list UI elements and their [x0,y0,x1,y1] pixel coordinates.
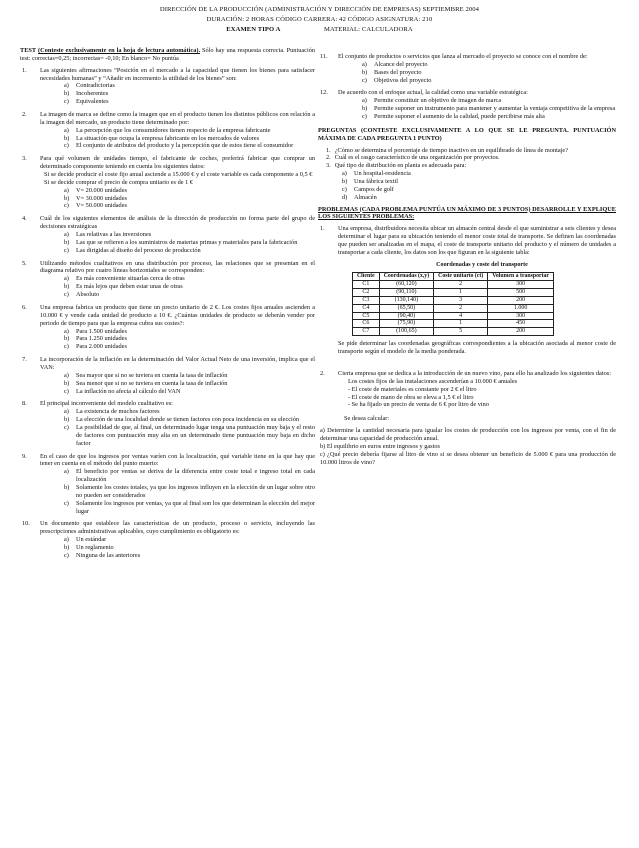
preguntas-list [318,147,616,171]
table-cell: 200 [488,328,554,336]
table-row [353,296,554,304]
answer-option [40,416,315,424]
answer-option [40,283,315,291]
question-number: 3. [22,155,27,163]
answer-option [40,135,315,143]
pregunta-item [326,147,616,155]
question [20,260,315,299]
answer-option [40,127,315,135]
question-number: 12. [320,89,328,97]
option-text: La percepción que los consumidores tienen respecto de la empresa fabricante [76,126,271,134]
table-cell: C1 [353,281,380,289]
answer-option [40,468,315,484]
option-text: Ninguna de las anteriores [76,551,141,559]
pregunta-number: 1. [326,146,331,154]
table-cell: 450 [488,320,554,328]
question-body [40,356,315,395]
left-column [20,47,315,565]
option-text: La inflación no afecta al cálculo del VAN [76,387,181,395]
problema-2 [318,370,616,409]
question-text: Para qué volumen de unidades tiempo, el fabricante de coches, preferirá fabricar que comprar un determinado componente teniendo en cuenta los siguientes datos: [40,155,315,171]
table-cell: 5 [434,328,488,336]
option-text: La existencia de muchos factores [76,408,160,416]
option-letter: b) [64,194,70,202]
option-text: V= 30.000 unidades [76,194,127,202]
question-body [338,89,616,120]
table-cell: 3 [434,296,488,304]
table-row [353,328,554,336]
question [20,155,315,210]
option-text: Alcance del proyecto [374,60,428,68]
pregunta-sub-text: Un hospital-residencia [354,170,411,178]
problema-1-number: 1. [320,225,325,233]
option-text: La posibilidad de que, al final, un determinado lugar tenga una puntuación muy baja y el resto de factores con puntuación muy alta en un determinado tiene puntuación muy baja en dicho factor [76,423,315,447]
pregunta-sub-letter: b) [342,178,348,186]
question-number: 6. [22,303,27,311]
question [318,89,616,120]
option-letter: c) [64,291,69,299]
option-letter: b) [64,238,70,246]
test-intro-bold: (Conteste exclusivamente en la hoja de lectura automática). [38,47,201,54]
answer-option [40,291,315,299]
answer-option [40,343,315,351]
header-line-1: DIRECCIÓN DE LA PRODUCCIÓN (ADMINISTRACIÓN Y DIRECCIÓN DE EMPRESAS) SEPTIEMBRE 2004 [159,6,480,13]
answer-option [40,372,315,380]
problemas-heading: PROBLEMAS (CADA PROBLEMA PUNTÚA UN MÁXIMO DE 3 PUNTOS) DESARROLLE Y EXPLIQUE LOS SIGUIENTES PROBLEMAS: [318,205,616,221]
answer-option [40,202,315,210]
preguntas-heading: PREGUNTAS (CONTESTE EXCLUSIVAMENTE A LO QUE SE LE PREGUNTA. PUNTUACIÓN MÁXIMA DE CADA PREGUNTA 1 PUNTO) [318,126,616,142]
answer-option [40,247,315,255]
option-letter: b) [64,543,70,551]
option-text: Bases del proyecto [374,68,422,76]
option-text: Contradictorias [76,82,115,90]
question-text: Las siguientes afirmaciones “Posición en el mercado a la capacidad que tienen los bienes para satisfacer necesidades humanas” y “Añadir en incremento la utilidad de los bienes” son: [40,66,315,82]
question-text: Un documento que establece las características de un producto, proceso o servicio, incluyendo las prescripciones administrativas aplicables, cuyo cumplimiento es obligatorio es: [40,520,315,536]
option-letter: b) [64,416,70,424]
question-body [40,520,315,559]
option-letter: b) [64,134,70,142]
answer-option [40,195,315,203]
question-number: 11. [320,53,328,60]
table-cell: 1 [434,288,488,296]
table-cell: (65,50) [379,304,433,312]
option-letter: c) [64,202,69,210]
table-cell: 1 [434,320,488,328]
option-letter: a) [362,97,367,105]
table-cell: 300 [488,312,554,320]
pregunta-number: 2. [326,154,331,162]
coordinates-table [352,272,554,336]
problema-1-question: Se pide determinar las coordenadas geográficas correspondientes a la ubicación asociada al menor coste de transporte según el modelo de la media ponderada. [338,340,616,356]
answer-option [40,275,315,283]
question-data-line: Si se decide producir el coste fijo anual asciende a 15.000 € y el coste variable es cada componente a 0,5 € [44,171,313,179]
option-text: Permite suponer un instrumento para mantener y aumentar la ventaja competitiva de la empresa [374,105,616,113]
answer-option [40,239,315,247]
question-text: La incorporación de la inflación en la determinación del Valor Actual Neto de una inversión, implica que el VAN: [40,356,315,371]
pregunta-sub-letter: c) [342,185,347,193]
answer-option [40,328,315,336]
question-number: 5. [22,259,27,267]
question [20,304,315,351]
pregunta-sub-letter: d) [342,193,348,201]
answer-option [40,544,315,552]
answer-option [40,552,315,560]
problema-2-item: a) Determine la cantidad necesaria para igualar los costes de producción con los ingresos por venta, con el fin de determinar una capacidad de producción anual. [320,427,616,442]
option-text: Permite suponer el aumento de la calidad, puede percibirse más alta [374,113,545,121]
table-cell: 200 [488,296,554,304]
option-letter: a) [64,186,69,194]
question-text: De acuerdo con el enfoque actual, la calidad como una variable estratégica: [338,89,528,97]
preguntas-sublist [318,170,616,201]
question [20,400,315,447]
option-text: Para 2.000 unidades [76,343,127,351]
question-body [40,400,315,447]
pregunta-item [326,162,616,170]
table-row [353,312,554,320]
answer-option [40,380,315,388]
table-row [353,320,554,328]
question-text: El conjunto de productos o servicios que lanza al mercado el proyecto se conoce con el nombre de: [338,53,588,60]
option-text: Las que se refieren a los suministros de materias primas y materiales para la fabricación [76,238,298,246]
pregunta-sub-item [318,194,616,202]
option-letter: c) [362,76,367,84]
pregunta-sub-item [318,170,616,178]
table-cell: (60,120) [379,281,433,289]
table-cell: C4 [353,304,380,312]
option-letter: c) [64,423,69,431]
pregunta-text: Qué tipo de distribución en planta es adecuada para: [334,162,467,170]
problema-2-item: b) El equilibrio en euros entre ingresos y gastos [320,442,440,450]
question-body [40,304,315,351]
option-text: Incoherentes [76,90,109,98]
option-text: Un reglamento [76,543,114,551]
option-text: Las dirigidas al diseño del proceso de producción [76,246,201,254]
question [20,111,315,150]
option-letter: c) [64,551,69,559]
table-body [353,281,554,336]
table-cell: 300 [488,281,554,289]
problema-1 [318,225,616,256]
option-letter: b) [362,105,368,113]
question-text: Una empresa fabrica un producto que tiene un precio unitario de 2 €. Los costes fijos anuales ascienden a 10.000 € y vende cada unidad de producto a 10 €. ¿Cuántas unidades de producto se deberán vender por periodo de tiempo para que la empresa cubra sus costes?: [40,303,315,327]
pregunta-number: 3. [326,162,331,170]
option-letter: a) [64,231,69,239]
question-text: Cuál de los siguientes elementos de análisis de la dirección de producción no forma parte del grupo de decisiones estratégicas [40,215,315,231]
pregunta-sub-item [318,186,616,194]
table-cell: C6 [353,320,380,328]
option-letter: a) [64,536,69,544]
problema-2-data-line: Los costes fijos de las instalaciones ascenderían a 10.000 € anuales [348,377,518,385]
table-header-cell: Coordenadas (x,y) [379,273,433,281]
answer-option [40,388,315,396]
answer-option [40,90,315,98]
test-intro-rest: Sólo hay una respuesta correcta. Puntuación test: correctas=0,25; incorrectas= -0,10; En blanco= No puntúa [20,47,315,62]
table-cell: 1.000 [488,304,554,312]
option-text: Sea mayor que si no se tuviera en cuenta la tasa de inflación [76,371,228,379]
option-letter: a) [64,408,69,416]
option-letter: a) [64,371,69,379]
question-body [40,260,315,299]
problema-2-data [338,378,616,409]
answer-option [40,424,315,448]
question-body [40,215,315,254]
option-text: El beneficio por ventas se deriva de la diferencia entre coste total e ingreso total en cada localización [76,468,315,484]
option-letter: c) [64,142,69,150]
option-text: Sea menor que si no se tuviera en cuenta la tasa de inflación [76,379,228,387]
table-cell: C7 [353,328,380,336]
problema-2-text: Cierta empresa que se dedica a la introducción de un nuevo vino, para ello ha analizado los siguientes datos: [338,369,611,377]
option-text: El conjunto de atributos del producto y la percepción que de estos tiene el consumidor [76,142,294,150]
answer-option [40,231,315,239]
table-caption: Coordenadas y coste del transporte [436,261,528,268]
question-body [338,53,616,84]
header-line-2: DURACIÓN: 2 HORAS CÓDIGO CARRERA: 42 CÓDIGO ASIGNATURA: 210 [206,16,433,23]
option-letter: b) [64,283,70,291]
option-text: V= 50.000 unidades [76,202,127,210]
answer-option [40,536,315,544]
table-cell: (90,110) [379,288,433,296]
option-letter: c) [64,98,69,106]
question-number: 1. [22,66,27,74]
question-number: 10. [22,520,30,528]
answer-option [40,187,315,195]
question-data-line: Si se decide comprar el precio de compra unitario es de 1 € [44,178,193,186]
option-letter: b) [64,90,70,98]
test-title: TEST [20,47,37,54]
option-text: La situación que ocupa la empresa fabricante en los mercados de valores [76,134,260,142]
option-letter: b) [64,335,70,343]
answer-option [338,113,616,121]
answer-option [338,61,616,69]
question-number: 9. [22,452,27,460]
answer-option [338,105,616,113]
pregunta-sub-text: Almacén [354,193,377,201]
option-letter: a) [64,327,69,335]
problema-1-after [318,340,616,356]
option-letter: a) [64,126,69,134]
pregunta-sub-item [318,178,616,186]
answer-option [338,69,616,77]
question-body [40,453,315,516]
table-row [353,304,554,312]
option-letter: c) [64,499,69,507]
table-cell: C2 [353,288,380,296]
question-number: 8. [22,400,27,408]
pregunta-text: ¿Cómo se determina el porcentaje de tiempo inactivo en un equilibrado de línea de montaje? [334,146,568,154]
answer-option [40,484,315,500]
answer-option [338,97,616,105]
answer-option [40,142,315,150]
option-text: Un estándar [76,536,107,544]
pregunta-sub-text: Campos de golf [354,185,394,193]
option-text: Absoluto [76,291,100,299]
answer-option [338,77,616,85]
option-text: Es más lejos que deben estar unas de otras [76,283,183,291]
pregunta-sub-letter: a) [342,170,347,178]
pregunta-sub-text: Una fábrica textil [354,178,399,186]
option-text: Para 1.500 unidades [76,327,127,335]
pregunta-item [326,154,616,162]
option-letter: b) [362,68,368,76]
problema-2-items [318,427,616,466]
question [20,215,315,254]
question-text: Utilizando métodos cualitativos en una distribución por proceso, las relaciones que se presentan en el diagrama relativo por cuatro líneas horizontales se corresponden: [40,259,315,275]
problema-2-number: 2. [320,369,325,377]
question-number: 2. [22,111,27,119]
right-column [318,6,616,466]
table-cell: (130,140) [379,296,433,304]
table-cell: C5 [353,312,380,320]
problema-1-text: Una empresa, distribuidora necesita ubicar un almacén central desde el que suministrar a seis clientes y desea determinar el lugar para su ubicación teniendo el menor coste total de transporte. Se definen las coordenadas que pueden ser analizadas en el mapa, el coste de transporte unitario del producto y el número de unidades a transportar a cada cliente, los datos son los que figuran en la siguiente tabla: [338,225,616,256]
table-header-row [353,273,554,281]
table-row [353,281,554,289]
table-row [353,288,554,296]
table-cell: 500 [488,288,554,296]
answer-option [40,335,315,343]
question [20,453,315,516]
question [20,67,315,106]
table-cell: (100,65) [379,328,433,336]
question-body [40,67,315,106]
problema-2-item: c) ¿Qué precio debería fijarse al litro de vino si se desea obtener un beneficio de 5.000 € para una producción de 10.000 litros de vino? [320,450,616,466]
option-letter: b) [64,379,70,387]
table-cell: 2 [434,281,488,289]
option-letter: c) [362,113,367,121]
option-text: La elección de una localidad donde se tienen factores con poca incidencia en su elección [76,416,300,424]
option-text: Permite constituir un objetivo de imagen de marca [374,97,502,105]
option-text: Para 1.250 unidades [76,335,127,343]
question-text: En el caso de que los ingresos por ventas varíen con la localización, qué variable tiene en la que hay que tener en cuenta en el método del punto muerto: [40,452,315,468]
question-number: 7. [22,356,27,364]
left-question-list [20,67,315,560]
table-cell: 4 [434,312,488,320]
option-text: Equivalentes [76,98,109,106]
problema-2-data-line: - Se ha fijado un precio de venta de 6 € por litro de vino [348,401,489,409]
answer-option [40,500,315,516]
material: MATERIAL: CALCULADORA [324,26,413,33]
question-text: La imagen de marca se define como la imagen que en el producto tienen los distintos públicos con relación a la imagen del mercado, un producto tiene determinado por: [40,111,315,126]
question [20,520,315,559]
problema-2-data-line: - El coste de materiales es constante por 2 € el litro [348,385,477,393]
problema-2-data-line: - El coste de mano de obra se eleva a 1,5 € el litro [348,393,474,401]
question [20,356,315,395]
question [318,53,616,84]
test-intro [20,47,315,63]
answer-option [40,82,315,90]
question-body [40,111,315,150]
option-text: Es más conveniente situarlas cerca de otras [76,275,185,283]
table-header-cell: Volumen a transportar [488,273,554,281]
option-letter: c) [64,246,69,254]
option-text: Solamente los costes totales, ya que los ingresos influyen en la elección de un lugar sobre otro no pueden ser considerados [76,483,315,499]
table-header-cell: Cliente [353,273,380,281]
table-cell: (75,90) [379,320,433,328]
answer-option [40,98,315,106]
option-letter: a) [64,468,69,476]
option-letter: c) [64,387,69,395]
exam-type: EXAMEN TIPO A [226,26,281,33]
answer-option [40,408,315,416]
option-text: Las relativas a las inversiones [76,231,152,239]
question-text: El principal inconveniente del modelo cualitativo es: [40,400,173,408]
pregunta-text: Cuál es el rasgo característico de una organización por proyectos. [334,154,500,162]
table-cell: (90,40) [379,312,433,320]
option-text: Objetivos del proyecto [374,76,432,84]
option-letter: c) [64,343,69,351]
table-header-cell: Coste unitario (ct) [434,273,488,281]
question-body [40,155,315,210]
right-question-list [318,53,616,121]
table-cell: C3 [353,296,380,304]
option-letter: a) [64,275,69,283]
question-number: 4. [22,215,27,223]
option-letter: b) [64,483,70,491]
option-letter: a) [64,82,69,90]
problema-2-ask: Se desea calcular: [344,415,390,423]
option-text: Solamente los ingresos por ventas, ya que al final son los que determinan la elección del mejor lugar [76,499,315,515]
table-cell: 2 [434,304,488,312]
option-text: V= 20.000 unidades [76,186,127,194]
option-letter: a) [362,60,367,68]
